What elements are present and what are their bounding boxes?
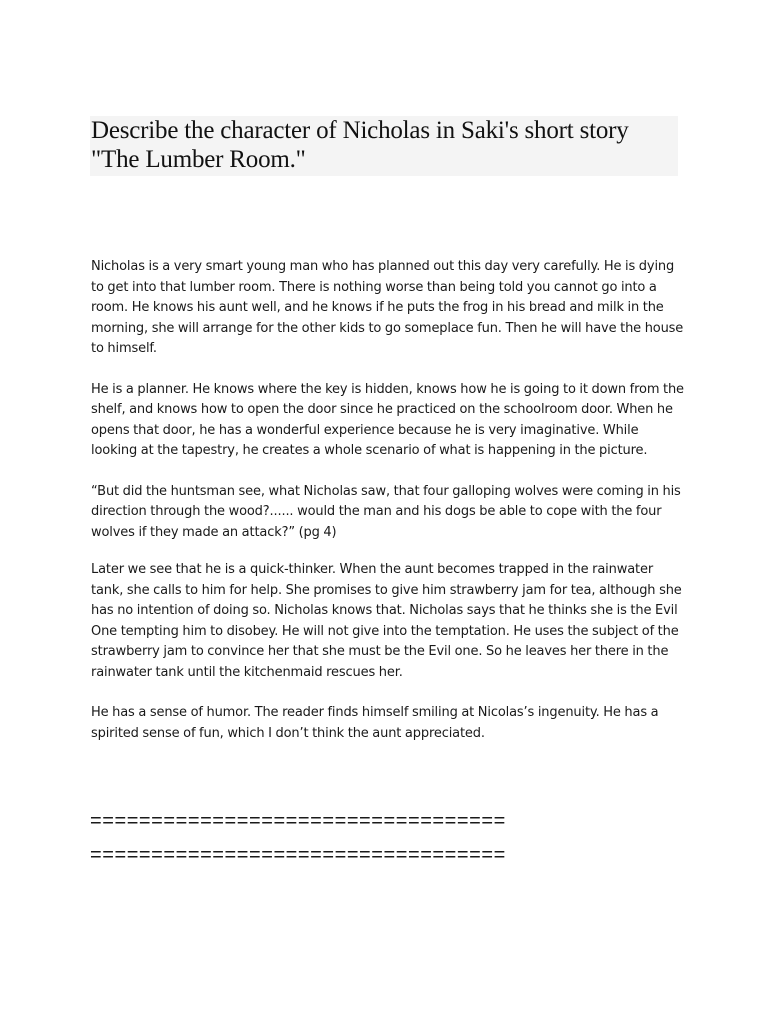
paragraph-quote: “But did the huntsman see, what Nicholas saw, that four galloping wolves were coming in his direction through the wood?...... would the man and his dogs be able to cope with the four wolves if they made an attack?” (pg 4) bbox=[91, 483, 681, 540]
paragraph-quick-thinker: Later we see that he is a quick-thinker. When the aunt becomes trapped in the rainwater tank, she calls to him for help. She promises to give him strawberry jam for tea, although she has no intention of doing so. Nicholas knows that. Nicholas says that he thinks she is the Evil One tempting him to disobey. He will not give into the temptation. He uses the subject of the strawberry jam to convince her that she must be the Evil one. So he leaves her there in the rainwater tank until the kitchenmaid rescues her. bbox=[91, 562, 682, 680]
title-highlight bbox=[90, 116, 678, 176]
paragraph-planner: He is a planner. He knows where the key is hidden, knows how he is going to it down from the shelf, and knows how to open the door since he practiced on the schoolroom door. When he opens that door, he has a wonderful experience because he is very imaginative. While looking at the tapestry, he creates a whole scenario of what is happening in the picture. bbox=[91, 381, 684, 458]
paragraph-humor: He has a sense of humor. The reader finds himself smiling at Nicolas’s ingenuity. He has a spirited sense of fun, which I don’t think the aunt appreciated. bbox=[91, 705, 659, 741]
separator-line: ================================== bbox=[90, 844, 506, 866]
separator-line: ================================== bbox=[90, 810, 506, 832]
paragraph-intro: Nicholas is a very smart young man who has planned out this day very carefully. He is dying to get into that lumber room. There is nothing worse than being told you cannot go into a room. He knows his aunt well, and he knows if he puts the frog in his bread and milk in the morning, she will arrange for the other kids to go someplace fun. Then he will have the house to himself. bbox=[91, 259, 684, 356]
document-body bbox=[91, 257, 687, 744]
document-title: Describe the character of Nicholas in Saki's short story "The Lumber Room." bbox=[91, 117, 629, 173]
separator-block bbox=[90, 804, 690, 872]
